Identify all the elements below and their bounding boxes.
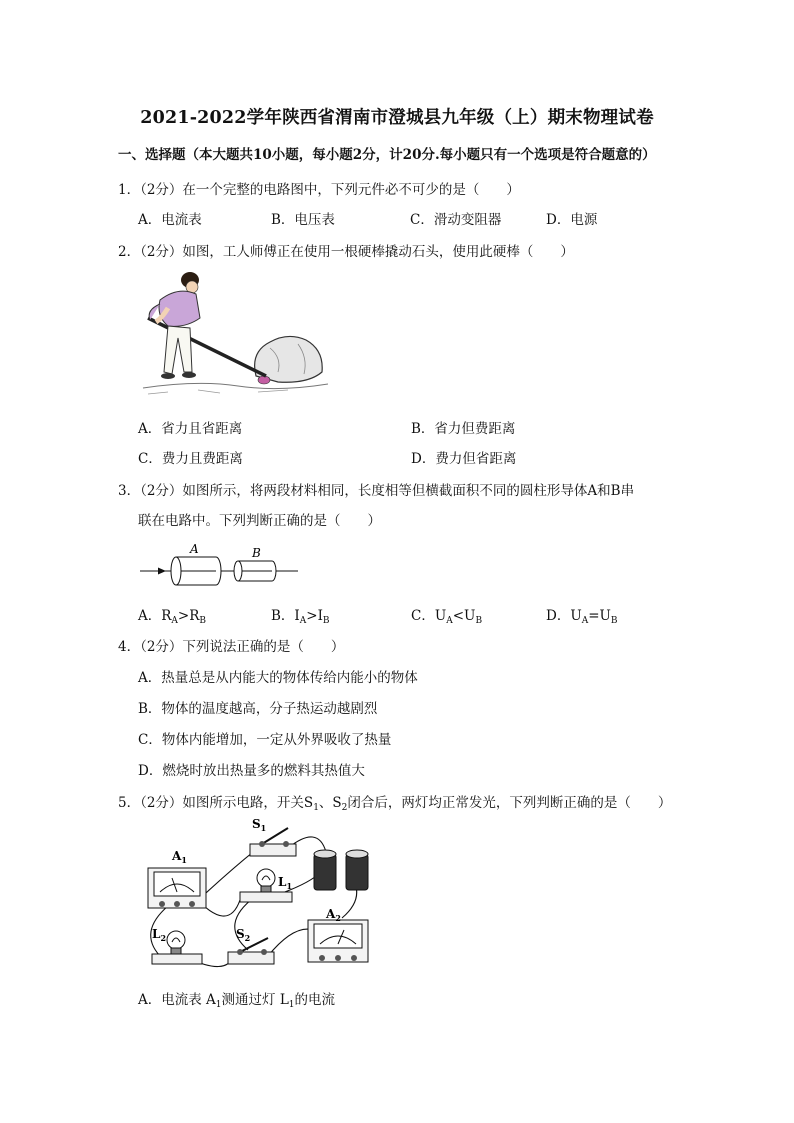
ammeter-a2-icon	[308, 920, 368, 962]
q4-option-b: B．物体的温度越高，分子热运动越剧烈	[138, 701, 378, 717]
l1-label: $L_1$	[278, 875, 293, 891]
conductor-b-label: B	[252, 546, 261, 560]
q3-option-d: D．$U_A=U_B$	[546, 608, 618, 626]
q1-option-d: D．电源	[546, 212, 598, 228]
ammeter-a1-icon	[148, 868, 206, 908]
q1-option-b: B．电压表	[271, 212, 335, 228]
q4-option-c: C．物体内能增加，一定从外界吸收了热量	[138, 732, 392, 748]
q4-option-d: D．燃烧时放出热量多的燃料其热值大	[138, 763, 365, 779]
a2-label: $A_2$	[326, 907, 341, 923]
page-title: 2021-2022学年陕西省渭南市澄城县九年级（上）期末物理试卷	[140, 108, 654, 128]
q5-option-a: A．电流表 $A_1$测通过灯 $L_1$的电流	[138, 992, 336, 1010]
switch-s1-icon	[250, 828, 296, 856]
q3-option-a: A．$R_A>R_B$	[138, 608, 207, 626]
q2-option-c: C．费力且费距离	[138, 451, 243, 467]
worker-lever-illustration	[138, 268, 333, 406]
question-3-stem-line-2: 联在电路中。下列判断正确的是（ ）	[138, 513, 381, 529]
question-3-stem-line-1: 3．（2分）如图所示，将两段材料相同，长度相等但横截面积不同的圆柱形导体A和B串	[118, 483, 635, 499]
q3-option-c: C．$U_A<U_B$	[411, 608, 483, 626]
q1-option-c: C．滑动变阻器	[410, 212, 502, 228]
a1-label: $A_1$	[172, 849, 187, 865]
question-4-stem: 4．（2分）下列说法正确的是（ ）	[118, 639, 345, 655]
s1-label: $S_1$	[252, 817, 267, 833]
l2-label: $L_2$	[152, 927, 167, 943]
question-5-stem: 5．（2分）如图所示电路，开关$S_1$、$S_2$闭合后，两灯均正常发光，下列判断正确的是（ ）	[118, 795, 672, 813]
switch-s2-icon	[228, 938, 274, 964]
question-1-stem: 1．（2分）在一个完整的电路图中，下列元件必不可少的是（ ）	[118, 182, 520, 198]
q2-option-b: B．省力但费距离	[411, 421, 516, 437]
q4-option-a: A．热量总是从内能大的物体传给内能小的物体	[138, 670, 418, 686]
q1-option-a: A．电流表	[138, 212, 202, 228]
q2-option-d: D．费力但省距离	[411, 451, 517, 467]
s2-label: $S_2$	[236, 927, 251, 943]
section-heading: 一、选择题（本大题共10小题，每小题2分，计20分.每小题只有一个选项是符合题意的）	[118, 147, 656, 163]
conductor-a-label: A	[190, 542, 199, 556]
conductor-ab-figure	[138, 540, 303, 590]
question-2-stem: 2．（2分）如图，工人师傅正在使用一根硬棒撬动石头，使用此硬棒（ ）	[118, 244, 574, 260]
q2-option-a: A．省力且省距离	[138, 421, 243, 437]
circuit-illustration	[128, 814, 390, 982]
q3-option-b: B．$I_A>I_B$	[271, 608, 330, 626]
battery-icon	[314, 850, 368, 890]
